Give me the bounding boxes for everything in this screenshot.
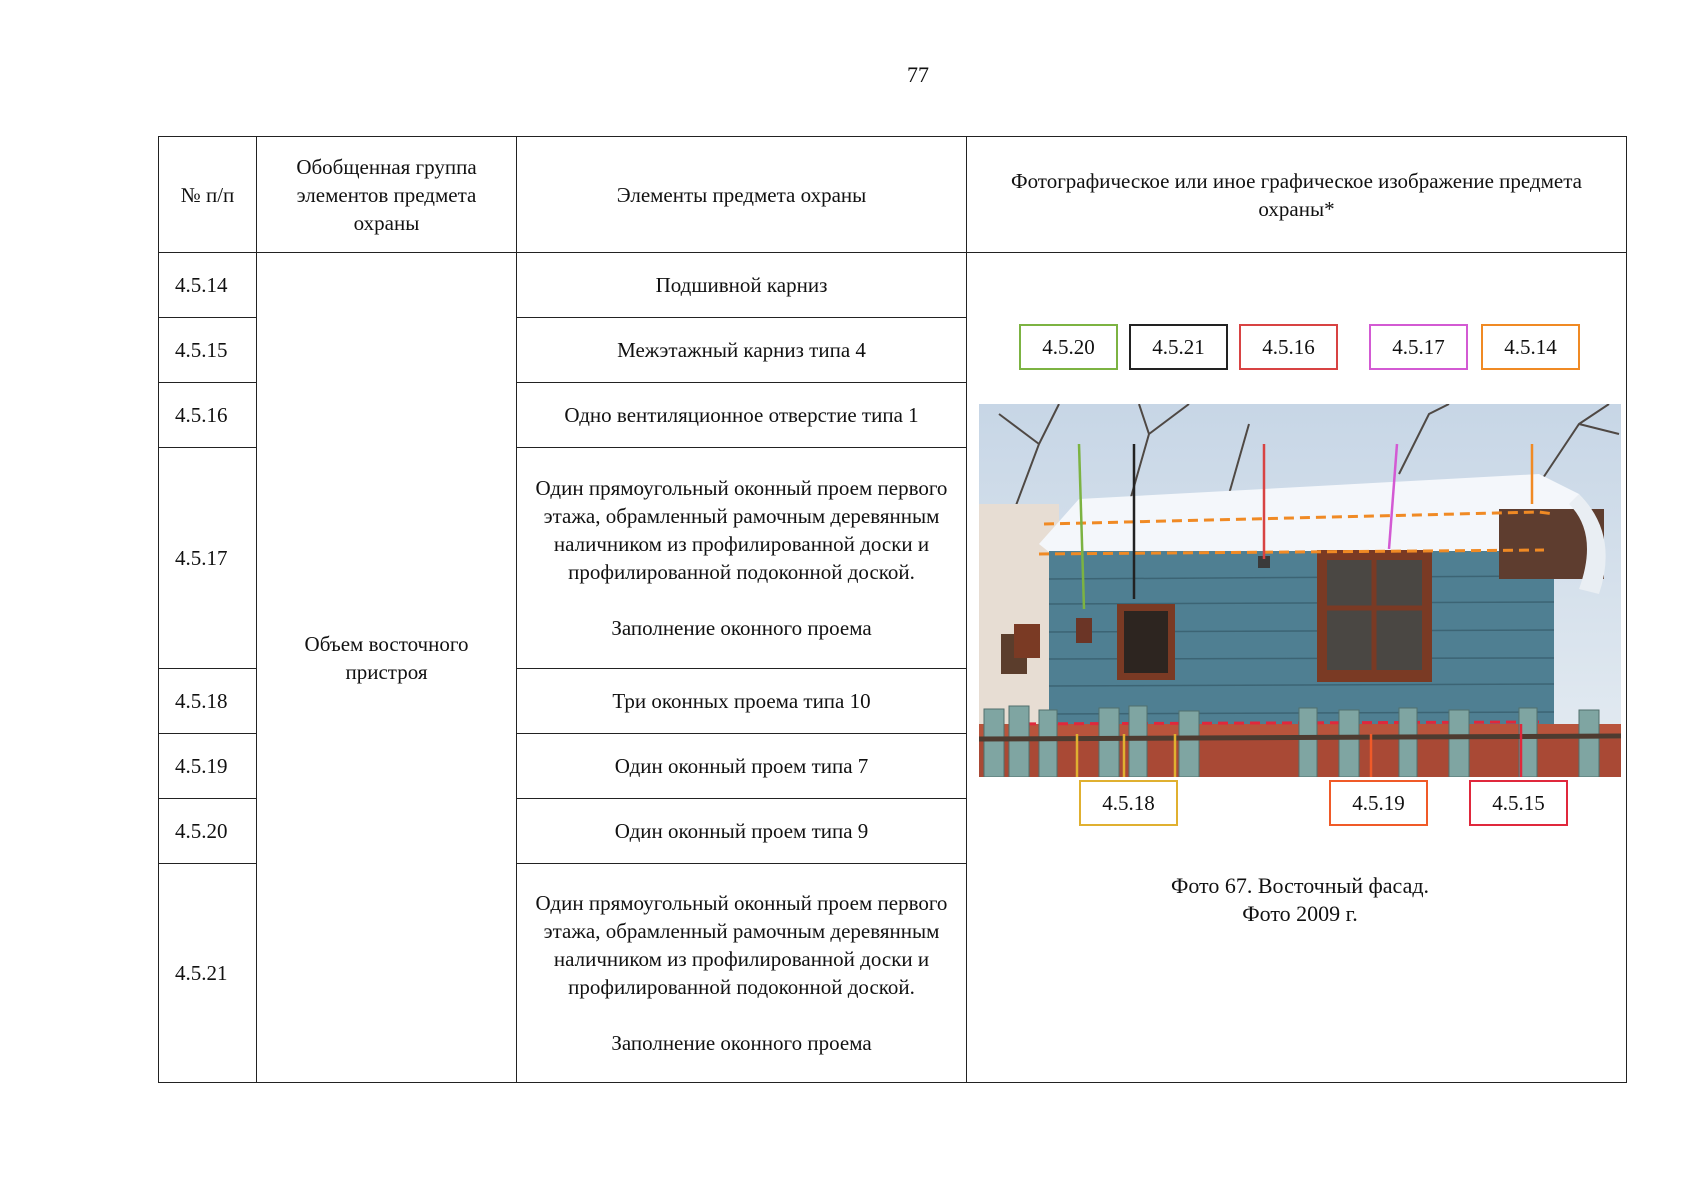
row-element-cell [517, 864, 967, 1083]
row-element: Один оконный проем типа 7 [517, 734, 967, 799]
row-element: Три оконных проема типа 10 [517, 669, 967, 734]
photo-cell [967, 253, 1627, 1083]
header-elements: Элементы предмета охраны [517, 137, 967, 253]
row-number: 4.5.20 [159, 799, 257, 864]
page-number: 77 [907, 62, 929, 87]
caption-line-2: Фото 2009 г. [1242, 901, 1358, 926]
row-element: Один прямоугольный оконный проем первого этажа, обрамленный рамочным деревянным наличником из профилированной доски и профилированной подоконной доской. [535, 476, 948, 584]
callout-label: 4.5.15 [1469, 780, 1568, 826]
facade-photo [979, 404, 1621, 777]
row-element: Межэтажный карниз типа 4 [517, 318, 967, 383]
row-element: Одно вентиляционное отверстие типа 1 [517, 383, 967, 448]
header-num: № п/п [159, 137, 257, 253]
callout-label: 4.5.19 [1329, 780, 1428, 826]
callout-label: 4.5.14 [1481, 324, 1580, 370]
group-cell [257, 253, 517, 1083]
row-number: 4.5.17 [159, 448, 257, 669]
header-group: Обобщенная группа элементов предмета охраны [257, 137, 517, 253]
group-label: Объем восточного пристроя [304, 631, 469, 684]
row-number: 4.5.16 [159, 383, 257, 448]
callout-label: 4.5.20 [1019, 324, 1118, 370]
header-photo: Фотографическое или иное графическое изображение предмета охраны* [967, 137, 1627, 253]
callout-label: 4.5.16 [1239, 324, 1338, 370]
window-17 [1317, 550, 1432, 682]
photo-figure [979, 324, 1621, 926]
row-number: 4.5.14 [159, 253, 257, 318]
caption-line-1: Фото 67. Восточный фасад. [1170, 873, 1430, 898]
row-element-cell [517, 448, 967, 669]
photo-caption [979, 872, 1621, 928]
row-number: 4.5.19 [159, 734, 257, 799]
row-element: Один прямоугольный оконный проем первого этажа, обрамленный рамочным деревянным наличником из профилированной доски и профилированной подоконной доской. [535, 891, 948, 999]
callout-label: 4.5.17 [1369, 324, 1468, 370]
table-row [159, 253, 1627, 318]
row-element: Один оконный проем типа 9 [517, 799, 967, 864]
row-number: 4.5.15 [159, 318, 257, 383]
row-element-extra: Заполнение оконного проема [611, 1031, 872, 1055]
callout-label: 4.5.21 [1129, 324, 1228, 370]
window-21 [1117, 604, 1175, 680]
table-header-row [159, 137, 1627, 253]
heritage-elements-table [158, 136, 1627, 1083]
row-element: Подшивной карниз [517, 253, 967, 318]
row-number: 4.5.21 [159, 864, 257, 1083]
row-element-extra: Заполнение оконного проема [611, 616, 872, 640]
row-number: 4.5.18 [159, 669, 257, 734]
callout-label: 4.5.18 [1079, 780, 1178, 826]
